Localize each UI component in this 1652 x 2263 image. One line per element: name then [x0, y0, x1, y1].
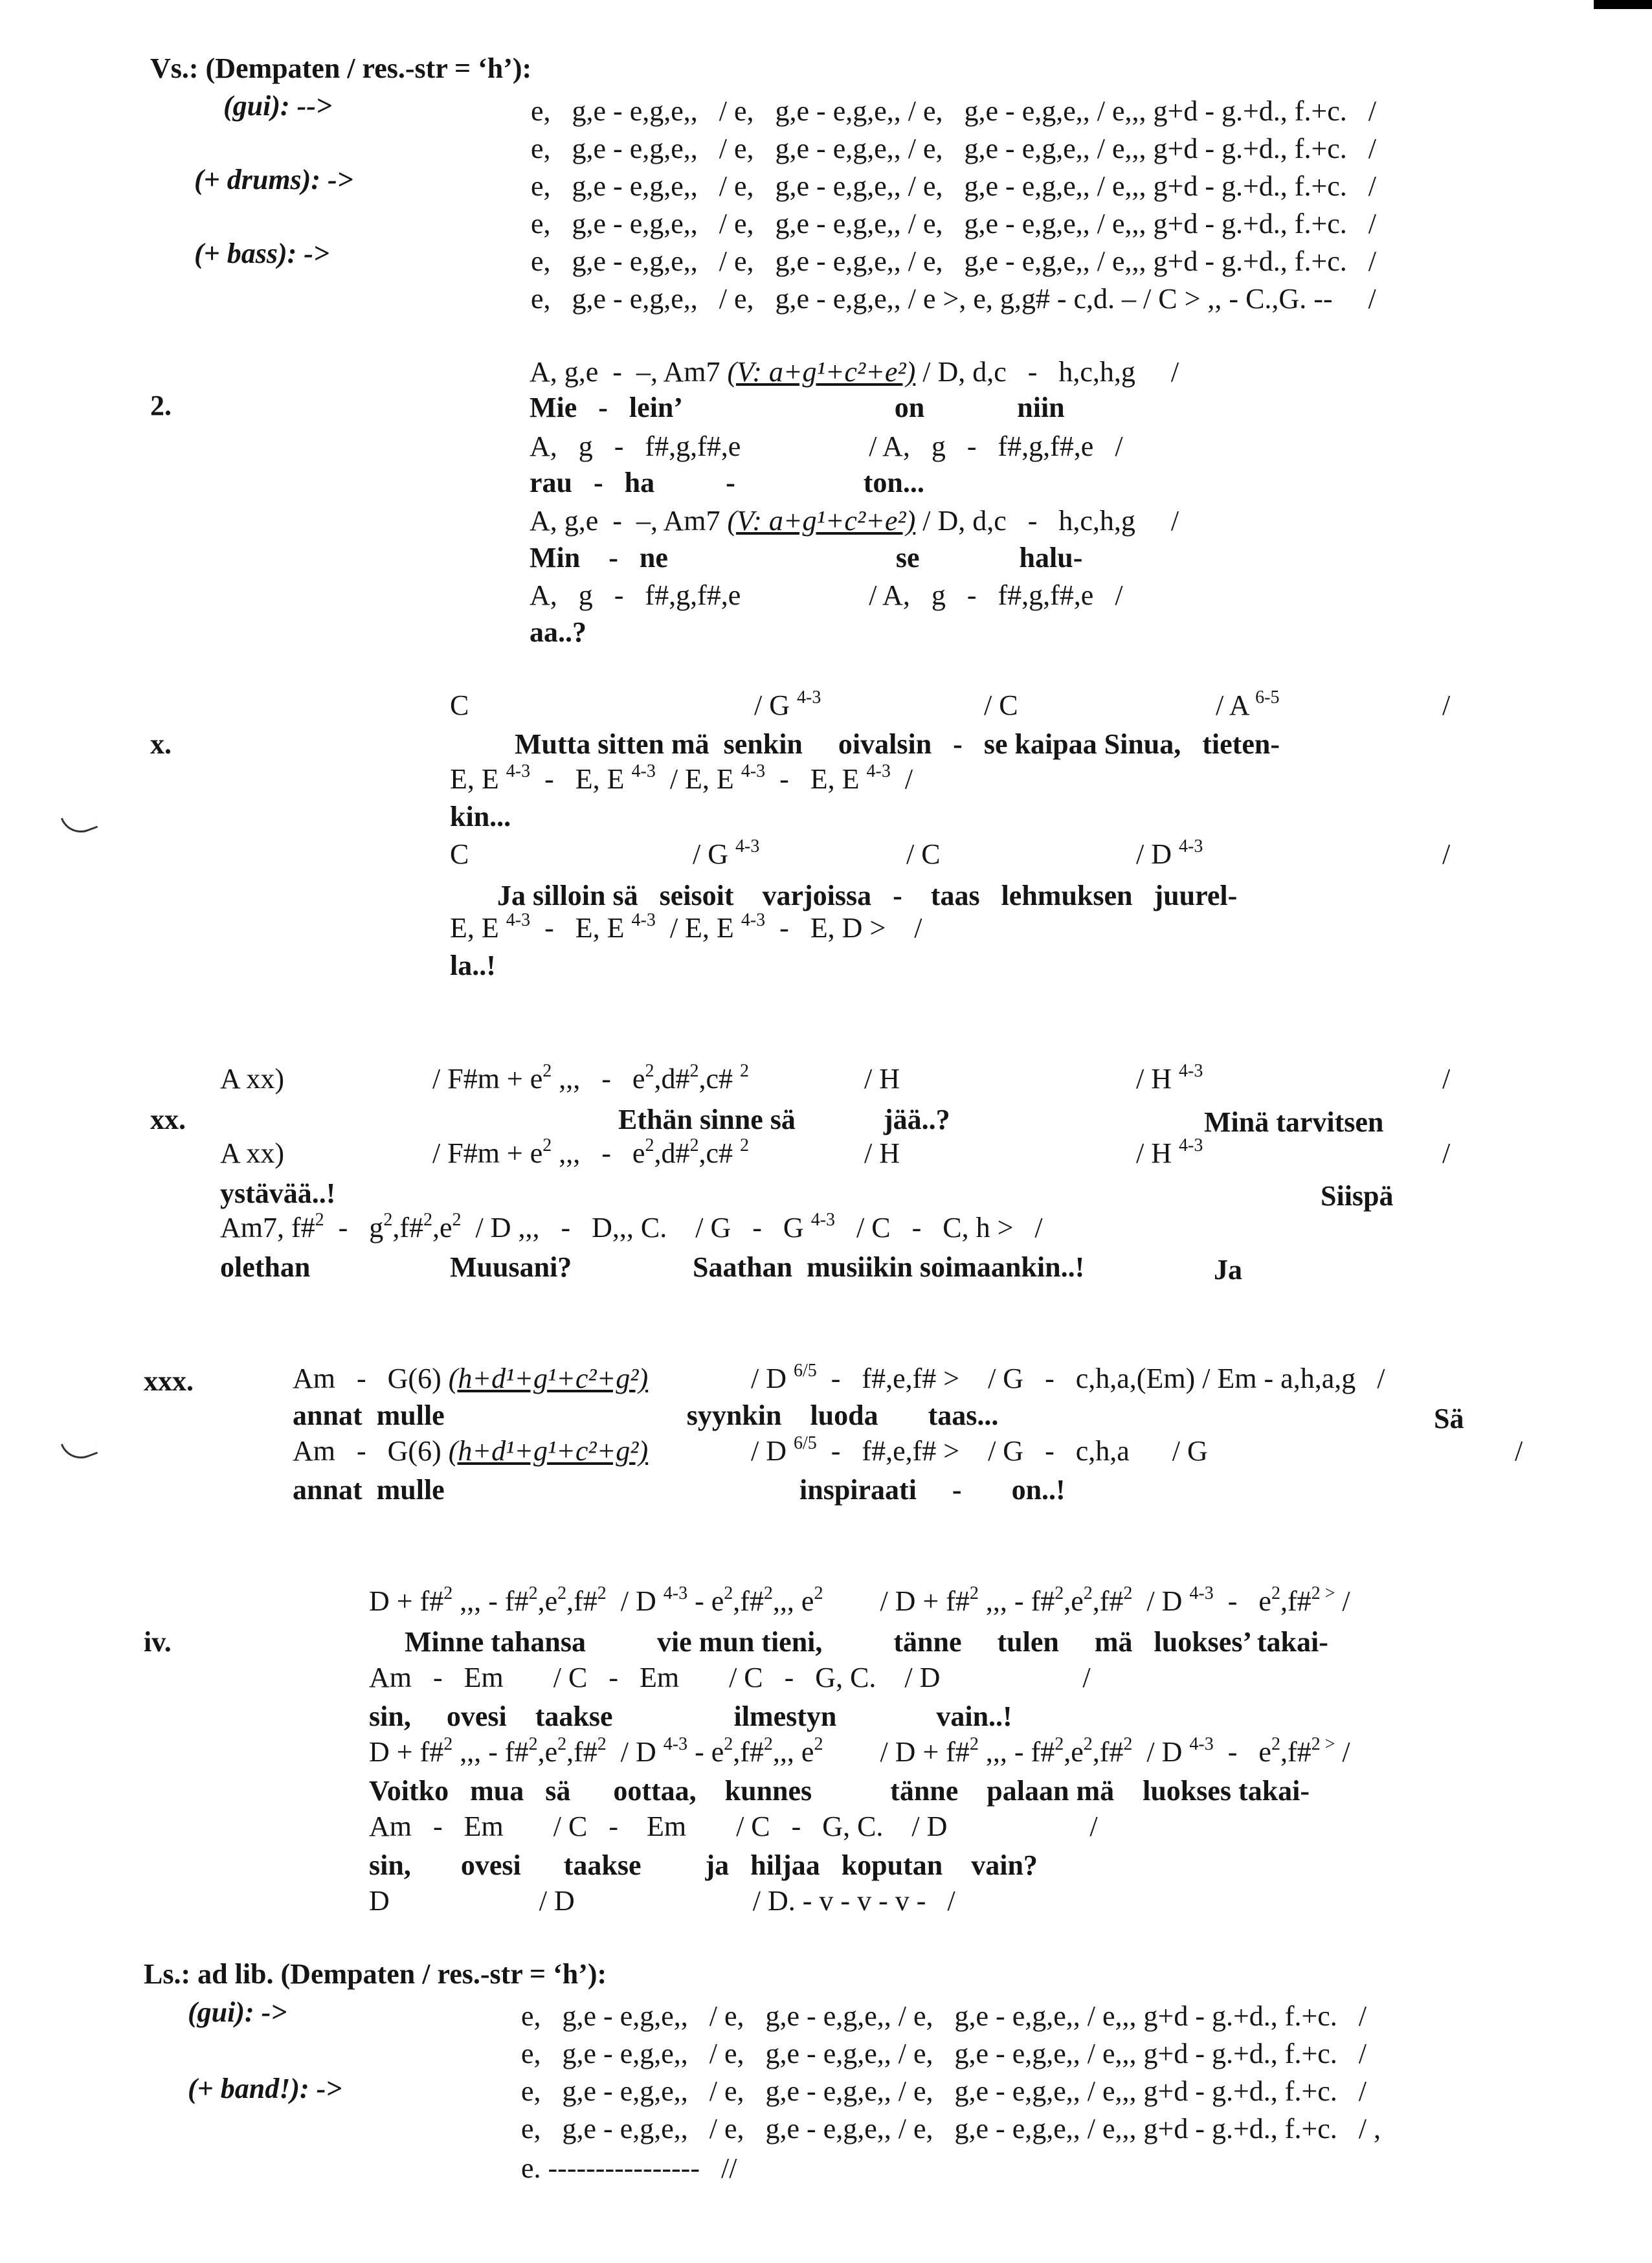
- chord-line: E, E $^{4-3}$ - E, E $^{4-3}$ / E, E $^{4-3}$ - E, E $^{4-3}$ /: [450, 761, 913, 795]
- chord-line: D / D / D. - v - v - v - /: [369, 1885, 955, 1917]
- voicing-note: (V: a+g¹+c²+e²): [727, 356, 916, 388]
- bar-line: /: [1442, 689, 1451, 721]
- chord: A xx): [220, 1063, 284, 1095]
- lyric: jää..?: [884, 1104, 950, 1135]
- lyric-line: annat mulle syynkin luoda taas...: [293, 1399, 999, 1431]
- chord: / A $^{6-5}$: [1216, 687, 1280, 721]
- margin-tick-mark: [61, 1434, 98, 1465]
- lyric: olethan: [220, 1251, 311, 1283]
- chord: / G $^{4-3}$: [693, 836, 760, 870]
- lyric: annat mulle: [293, 1474, 445, 1506]
- intro-line: e, g,e - e,g,e,, / e, g,e - e,g,e,, / e, g,e - e,g,e,, / e,,, g+d - g.+d., f.+c. /: [531, 95, 1377, 127]
- lyric: Saathan musiikin soimaankin..!: [693, 1251, 1085, 1283]
- lyric-line: Minne tahansa vie mun tieni, tänne tulen mä luokses’ takai-: [405, 1626, 1328, 1658]
- chord-line: / F#m + $e^2$ ,,, - $e^2,d\#^2,c\#$ $^2$: [432, 1135, 749, 1169]
- chord-line: Am - G(6) (h+d¹+g¹+c²+g²): [293, 1363, 649, 1394]
- section-label: xxx.: [144, 1365, 194, 1397]
- chord-line: A, g,e - –, Am7 (V: a+g¹+c²+e²) / D, d,c - h,c,h,g /: [530, 356, 1179, 388]
- chord-line: Am - Em / C - Em / C - G, C. / D /: [369, 1811, 1098, 1842]
- chord: / G $^{4-3}$: [754, 687, 821, 721]
- outro-line: e, g,e - e,g,e,, / e, g,e - e,g,e,, / e, g,e - e,g,e,, / e,,, g+d - g.+d., f.+c. /: [521, 2000, 1367, 2032]
- chord: / H $^{4-3}$: [1136, 1135, 1203, 1169]
- chord-line: / D $^{6/5}$ - f#,e,f# > / G - c,h,a,(Em) / Em - a,h,a,g /: [751, 1361, 1385, 1394]
- lyric: Ja: [1214, 1254, 1242, 1286]
- bar-line: /: [1442, 1137, 1451, 1169]
- chord-line: E, E $^{4-3}$ - E, E $^{4-3}$ / E, E $^{4-3}$ - E, D > /: [450, 910, 922, 944]
- section-label: iv.: [144, 1626, 172, 1658]
- lyric: Minä tarvitsen: [1204, 1106, 1384, 1138]
- cue-band: (+ band!): ->: [188, 2073, 342, 2104]
- margin-tick-mark: [61, 808, 98, 839]
- lyric: Sä: [1434, 1403, 1464, 1434]
- lyric: inspiraati - on..!: [799, 1474, 1066, 1506]
- lyric-line: rau - ha - ton...: [530, 467, 924, 498]
- lyric-line: sin, ovesi taakse ja hiljaa koputan vain?: [369, 1849, 1038, 1881]
- bar-line: /: [1442, 1063, 1451, 1095]
- chord: / C: [984, 689, 1018, 721]
- chord: A xx): [220, 1137, 284, 1169]
- section-label: 2.: [150, 390, 172, 421]
- cue-gui: (gui): ->: [188, 1996, 287, 2028]
- chord: / H $^{4-3}$: [1136, 1061, 1203, 1095]
- chord: / D $^{4-3}$: [1136, 836, 1203, 870]
- lyric: ystävää..!: [220, 1177, 336, 1209]
- lyric-line: Voitko mua sä oottaa, kunnes tänne palaan mä luokses takai-: [369, 1775, 1310, 1807]
- lyric-line: Mie - lein’ on niin: [530, 392, 1065, 423]
- chord: / H: [864, 1063, 900, 1095]
- intro-title: Vs.: (Dempaten / res.-str = ‘h’):: [150, 52, 532, 84]
- lyric-line: aa..?: [530, 616, 586, 648]
- chord-line: A, g - f#,g,f#,e / A, g - f#,g,f#,e /: [530, 579, 1123, 611]
- voicing-note: (h+d¹+g¹+c²+g²): [448, 1363, 649, 1394]
- lyric: Ethän sinne sä: [618, 1104, 796, 1135]
- lyric: Muusani?: [450, 1251, 572, 1283]
- outro-line: e, g,e - e,g,e,, / e, g,e - e,g,e,, / e, g,e - e,g,e,, / e,,, g+d - g.+d., f.+c. / ,: [521, 2113, 1381, 2145]
- cue-drums: (+ drums): ->: [194, 164, 353, 195]
- outro-line: e, g,e - e,g,e,, / e, g,e - e,g,e,, / e, g,e - e,g,e,, / e,,, g+d - g.+d., f.+c. /: [521, 2075, 1367, 2107]
- outro-line: e, g,e - e,g,e,, / e, g,e - e,g,e,, / e, g,e - e,g,e,, / e,,, g+d - g.+d., f.+c. /: [521, 2038, 1367, 2069]
- chord-line: / F#m + $e^2$ ,,, - $e^2,d\#^2,c\#$ $^2$: [432, 1061, 749, 1095]
- voicing-note: (V: a+g¹+c²+e²): [727, 505, 916, 537]
- intro-line: e, g,e - e,g,e,, / e, g,e - e,g,e,, / e, g,e - e,g,e,, / e,,, g+d - g.+d., f.+c. /: [531, 170, 1377, 202]
- intro-line: e, g,e - e,g,e,, / e, g,e - e,g,e,, / e, g,e - e,g,e,, / e,,, g+d - g.+d., f.+c. /: [531, 245, 1377, 277]
- chord: / H: [864, 1137, 900, 1169]
- lyric-line: la..!: [450, 950, 496, 981]
- lyric-line: Min - ne se halu-: [530, 542, 1083, 574]
- intro-line: e, g,e - e,g,e,, / e, g,e - e,g,e,, / e >, e, g,g# - c,d. – / C > ,, - C.,G. -- /: [531, 283, 1376, 315]
- chord: C: [450, 838, 469, 870]
- chord-line: Am7, f#$^2$ - $g^2,f\#^2,e^2$ / D ,,, - D,,, C. / G - G $^{4-3}$ / C - C, h > /: [220, 1210, 1043, 1243]
- chord: / C: [906, 838, 941, 870]
- bar-line: /: [1442, 838, 1451, 870]
- lyric: Siispä: [1321, 1180, 1394, 1212]
- outro-title: Ls.: ad lib. (Dempaten / res.-str = ‘h’):: [144, 1958, 607, 1990]
- chord-line: D + f#$^2$ ,,, - $f\#^2,e^2,f\#^2$ / D $^{4-3} - e^2,f\#^2$,,, $e^2$ / D + f#$^2$ ,,, - $f\#^2,e^2,f\#^2$ / D $^{4-3} - e^2,f\#^{2 >}$ /: [369, 1583, 1350, 1617]
- section-label: x.: [150, 728, 172, 760]
- outro-end-line: e. ---------------- //: [521, 2152, 737, 2184]
- cue-bass: (+ bass): ->: [194, 238, 329, 269]
- chord-line: Am - G(6) (h+d¹+g¹+c²+g²): [293, 1435, 649, 1467]
- voicing-note: (h+d¹+g¹+c²+g²): [448, 1435, 649, 1467]
- chord: C: [450, 689, 469, 721]
- chord-line: D + f#$^2$ ,,, - $f\#^2,e^2,f\#^2$ / D $^{4-3} - e^2,f\#^2$,,, $e^2$ / D + f#$^2$ ,,, - $f\#^2,e^2,f\#^2$ / D $^{4-3} - e^2,f\#^{2 >}$ /: [369, 1734, 1350, 1768]
- cue-gui: (gui): -->: [223, 90, 333, 122]
- chord-line: / D $^{6/5}$ - f#,e,f# > / G - c,h,a / G: [751, 1433, 1208, 1467]
- scan-edge-mark: [1594, 0, 1652, 9]
- chord-line: Am - Em / C - Em / C - G, C. / D /: [369, 1662, 1091, 1693]
- lyric-line: Mutta sitten mä senkin oivalsin - se kaipaa Sinua, tieten-: [515, 728, 1280, 760]
- intro-line: e, g,e - e,g,e,, / e, g,e - e,g,e,, / e, g,e - e,g,e,, / e,,, g+d - g.+d., f.+c. /: [531, 208, 1377, 240]
- lyric-line: kin...: [450, 801, 511, 832]
- chord-line: A, g,e - –, Am7 (V: a+g¹+c²+e²) / D, d,c - h,c,h,g /: [530, 505, 1179, 537]
- chord-line: A, g - f#,g,f#,e / A, g - f#,g,f#,e /: [530, 430, 1123, 462]
- lyric-line: Ja silloin sä seisoit varjoissa - taas lehmuksen juurel-: [497, 880, 1238, 911]
- lyric-line: sin, ovesi taakse ilmestyn vain..!: [369, 1700, 1012, 1732]
- bar-line: /: [1515, 1435, 1523, 1467]
- intro-line: e, g,e - e,g,e,, / e, g,e - e,g,e,, / e, g,e - e,g,e,, / e,,, g+d - g.+d., f.+c. /: [531, 133, 1377, 164]
- section-label: xx.: [150, 1104, 186, 1135]
